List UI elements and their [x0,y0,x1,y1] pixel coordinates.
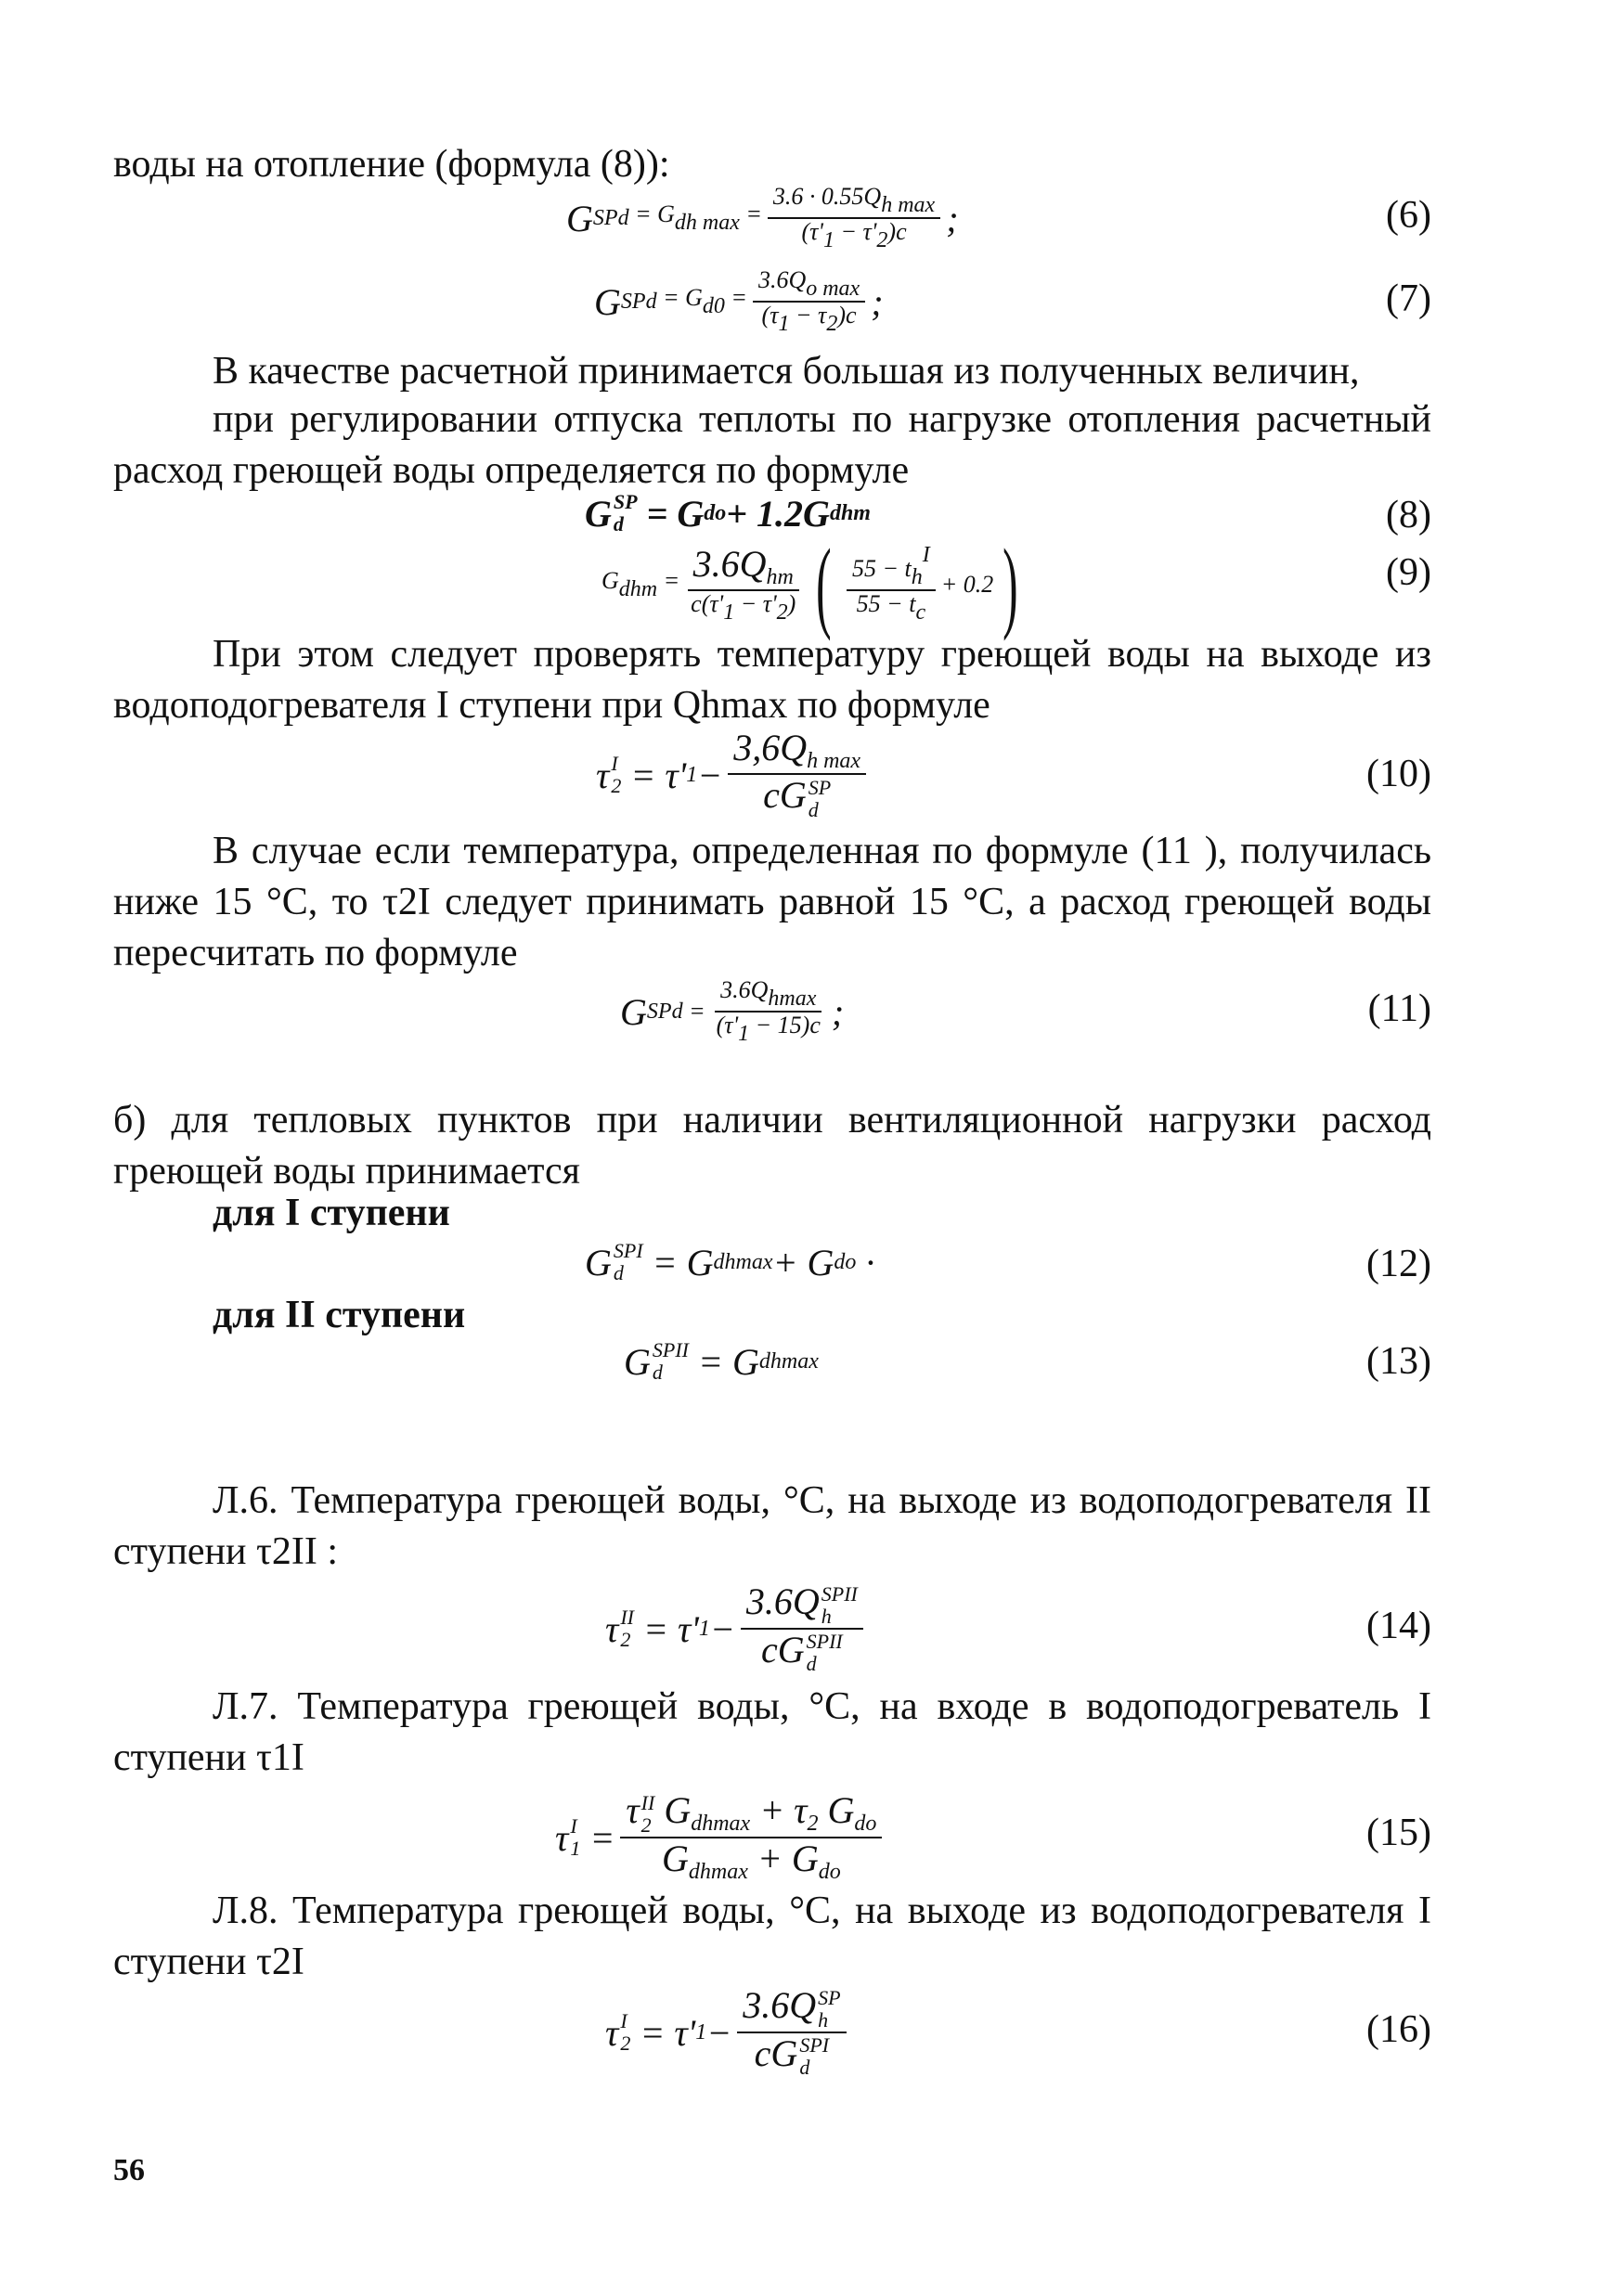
eq-number-8: (8) [1386,494,1431,536]
l6-paragraph: Л.6. Температура греющей воды, °С, на выходе из водоподогревателя II ступени τ2II : [113,1479,1431,1573]
eq-number-14: (14) [1366,1605,1431,1647]
formula-12: G SPI d = G dhmax + G do · [585,1239,875,1284]
formula-10: τ I 2 = τ' 1 − $3,6Q_{h max}$ cG SP d [596,729,872,821]
regulation-paragraph: при регулировании отпуска теплоты по нагрузке отопления расчетный расход греющей воды определяется по формуле [113,398,1431,492]
formula-6: G SP d = Gdh max = $\frac{\text{3.6 · 0.55Qh max}}{(\tau'1 - \tau'2)c}$ ; [566,182,959,252]
formula-11: G SP d = $\frac{3.6Qhmax}{(\tau'1 - 15)c}$ ; [620,975,845,1046]
formula-7: G SP d = Gd0 = $\frac{\text{3.6Qo max}}{(\tau 1 - \tau 2)c}$ ; [594,265,884,336]
stage-2-label: для II ступени [213,1294,466,1336]
eq-number-13: (13) [1366,1340,1431,1383]
intro-paragraph: воды на отопление (формула (8)): [113,143,670,186]
stage-1-label: для I ступени [213,1192,450,1234]
formula-16: τ I 2 = τ' 1 − 3.6Q SP h cG SPI d [605,1981,852,2083]
eq-number-15: (15) [1366,1812,1431,1854]
max-value-paragraph: В качестве расчетной принимается большая из полученных величин, [213,350,1360,393]
page-number: 56 [113,2153,145,2187]
formula-9: Gdhm = $\frac{3.6Q_{hm}}{c(\tau'1 - \tau'2)}$ ( $\frac{\text{55 − thI}}{55 - tc}$ + 0.2 ) [602,528,1018,641]
eq-number-10: (10) [1366,753,1431,795]
case-paragraph: В случае если температура, определенная по формуле (11 ), получилась ниже 15 °С, то τ2I следует принимать равной 15 °С, а расход греющей воды пересчитать по формуле [113,830,1431,974]
formula-14: τ II 2 = τ' 1 − 3.6Q SPII h cG SPII d [605,1578,869,1680]
check-paragraph: При этом следует проверять температуру греющей воды на выходе из водоподогревателя I ступени при Qhmax по формуле [113,633,1431,727]
formula-15: τ I 1 = τ II 2 $G_{dhmax} + \tau_2$ $G_{do}$ $G_{dhmax} + G_{do}$ [555,1786,887,1889]
eq-number-16: (16) [1366,2008,1431,2051]
eq-number-12: (12) [1366,1243,1431,1285]
l8-paragraph: Л.8. Температура греющей воды, °С, на выходе из водоподогревателя I ступени τ2I [113,1890,1431,1983]
formula-8: G SP d = G do + 1.2G dhm [585,490,871,535]
l7-paragraph: Л.7. Температура греющей воды, °С, на входе в водоподогреватель I ступени τ1I [113,1685,1431,1779]
eq-number-6: (6) [1386,194,1431,237]
eq-number-11: (11) [1367,987,1431,1030]
eq-number-9: (9) [1386,551,1431,594]
ventilation-paragraph: б) для тепловых пунктов при наличии вентиляционной нагрузки расход греющей воды принимается [113,1099,1431,1193]
formula-13: G SPII d = G dhmax [624,1338,819,1384]
eq-number-7: (7) [1386,277,1431,320]
